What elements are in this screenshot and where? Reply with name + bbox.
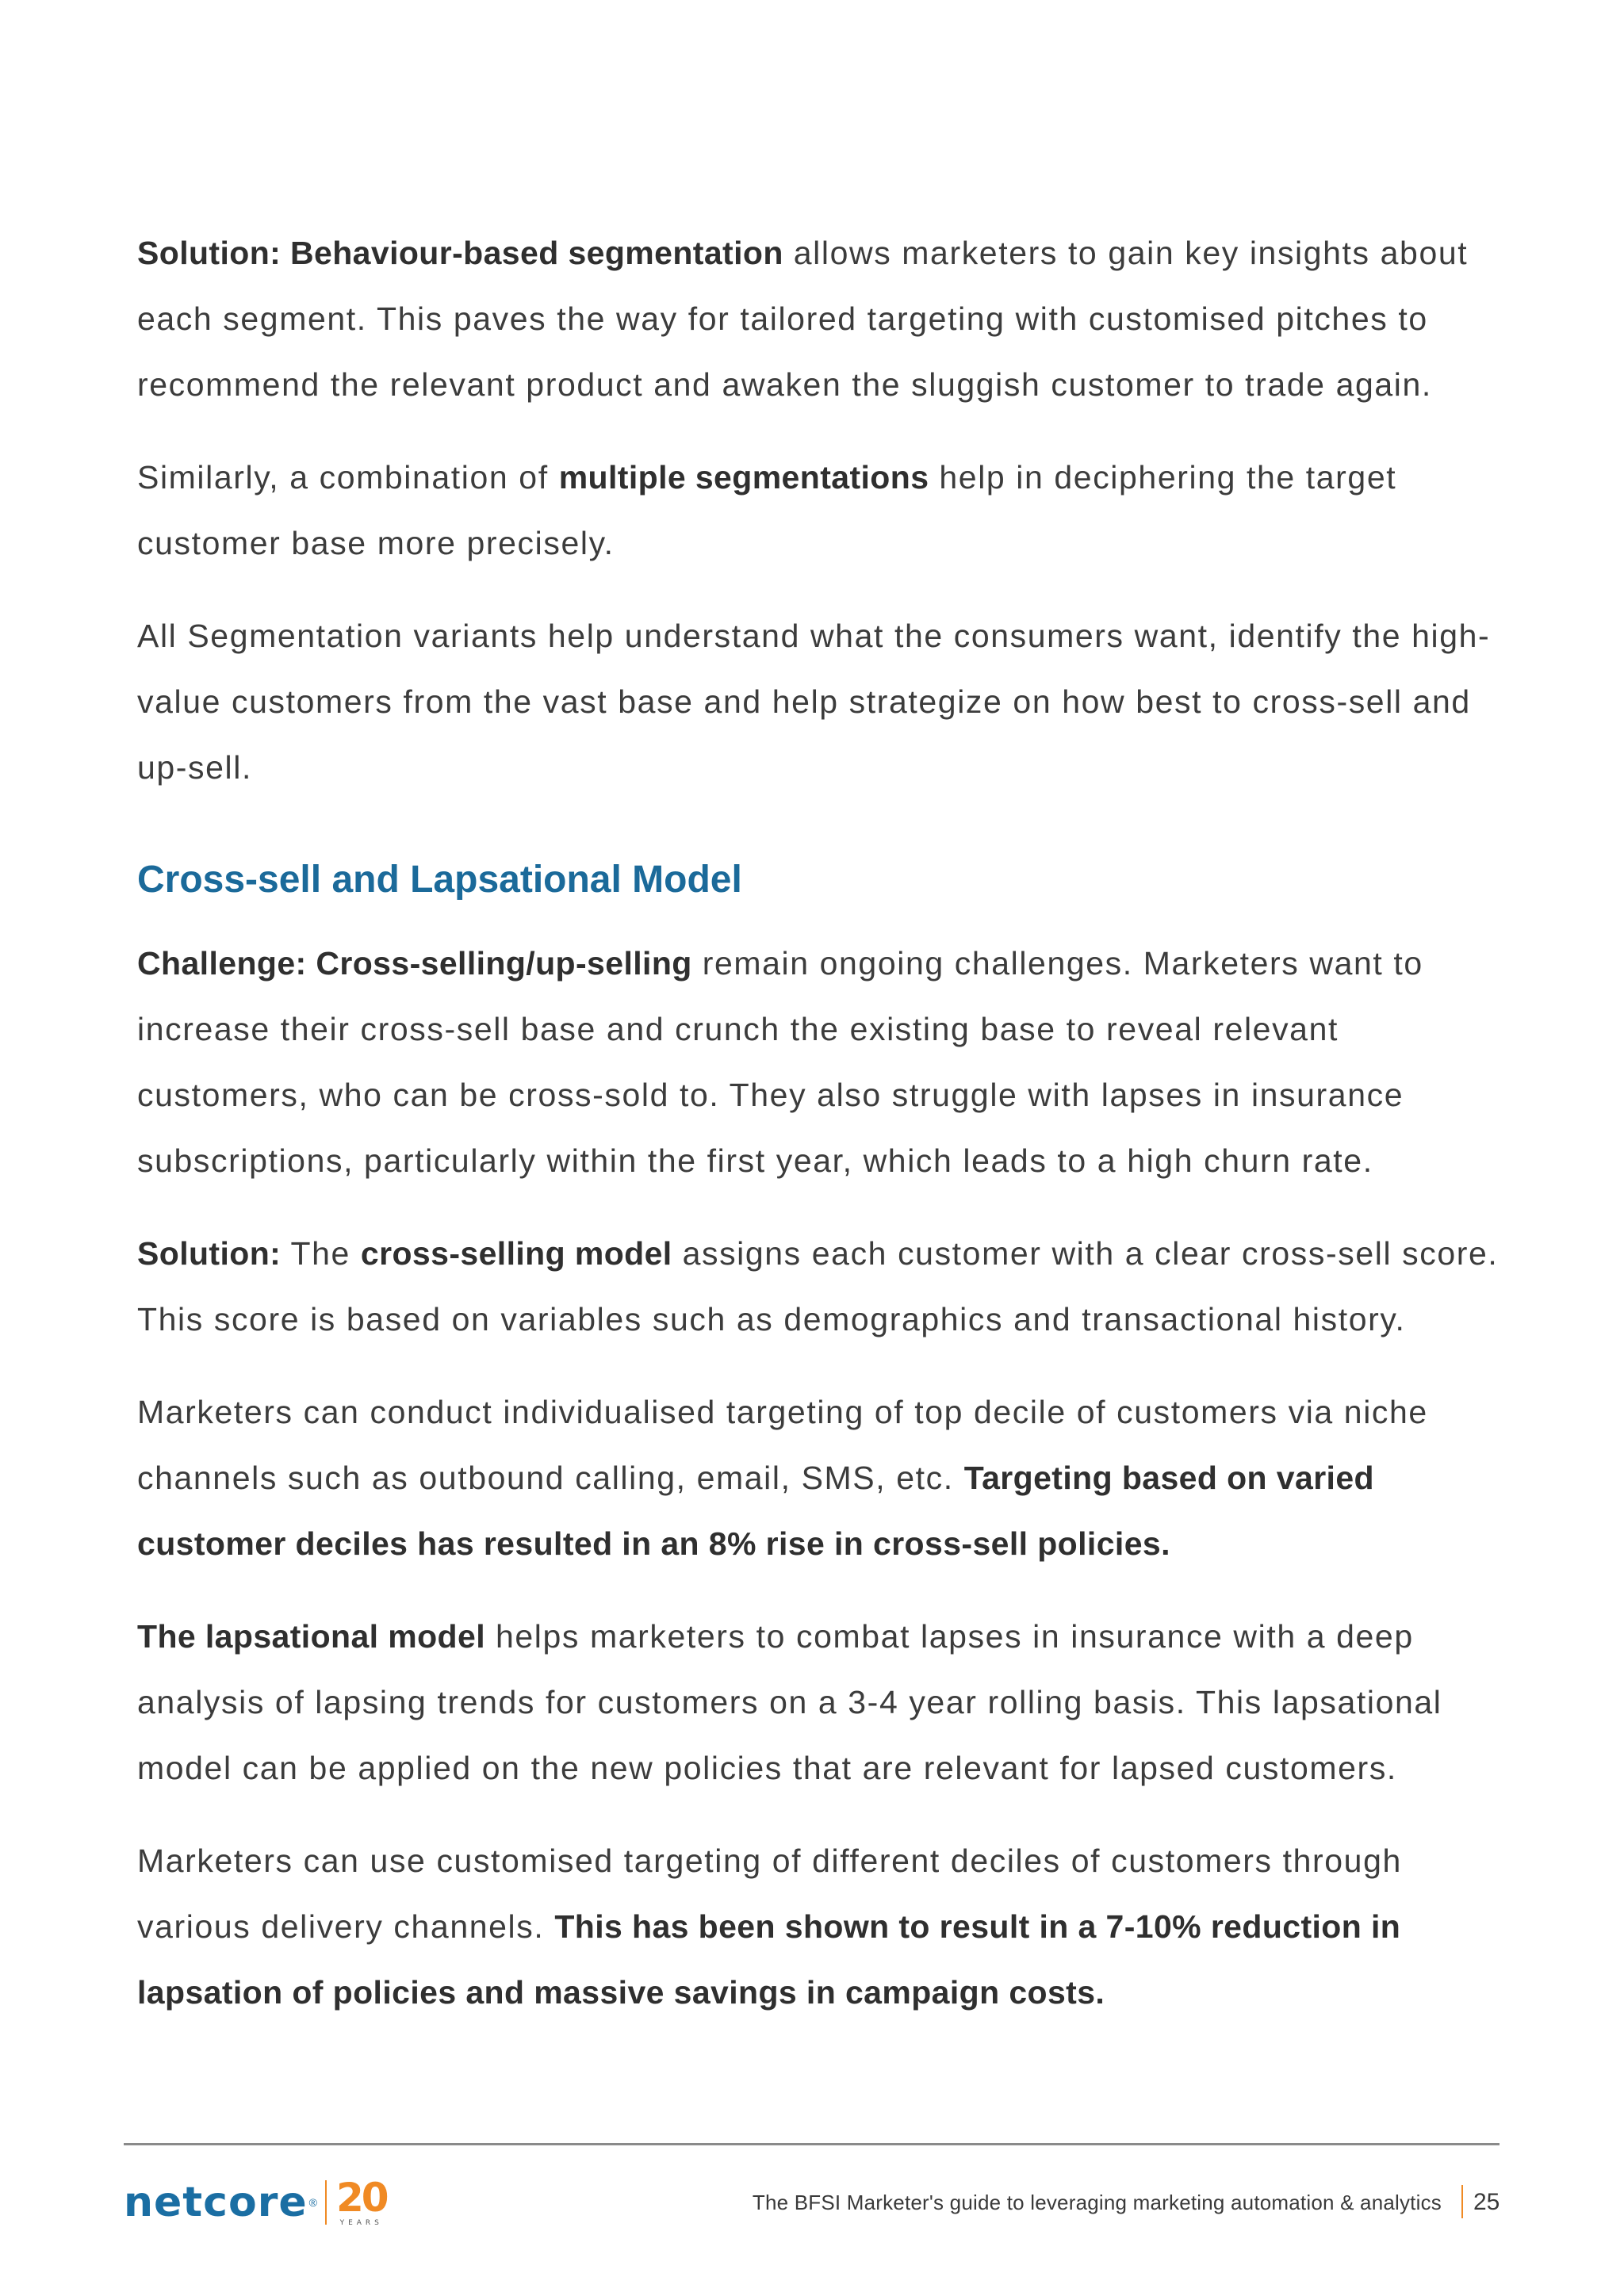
- page-number: 25: [1473, 2189, 1500, 2215]
- paragraph-text: remain ongoing challenges. Marketers want to increase their cross-sell base and crunch the existing base to reveal relevant customers, who can be cross-sold to. They also struggle with lapses in insurance subscriptions, particularly within the first year, which leads to a high churn rate.: [137, 945, 1423, 1179]
- paragraph-segmentation-variants: [137, 603, 1501, 801]
- netcore-logo: [124, 2171, 387, 2234]
- paragraph-text: allows marketers to gain key insights about each segment. This paves the way for tailored targeting with customised pitches to recommend the relevant product and awaken the sluggish customer to trade again.: [137, 235, 1469, 403]
- paragraph-lapsational-model: [137, 1604, 1501, 1801]
- logo-wordmark: netcore: [124, 2179, 308, 2226]
- paragraph-text: Similarly, a combination of: [137, 459, 559, 496]
- anniversary-number: 20: [335, 2175, 387, 2221]
- paragraph-text: help in deciphering the target customer base more precisely.: [137, 459, 1397, 561]
- paragraph-behaviour-segmentation: [137, 220, 1501, 418]
- bold-phrase: cross-selling model: [360, 1235, 672, 1272]
- paragraph-text: All Segmentation variants help understand what the consumers want, identify the high-value customers from the vast base and help strategize on how best to cross-sell and up-sell.: [137, 618, 1491, 786]
- paragraph-challenge: [137, 931, 1501, 1194]
- footer-divider: [124, 2143, 1500, 2145]
- registered-mark: ®: [308, 2196, 317, 2209]
- paragraph-text: Marketers can use customised targeting of different deciles of customers through various delivery channels.: [137, 1843, 1402, 1945]
- page-content: [137, 220, 1501, 2053]
- bold-lead: Challenge: Cross-selling/up-selling: [137, 945, 692, 982]
- paragraph-text: assigns each customer with a clear cross-sell score. This score is based on variables such as demographics and transactional history.: [137, 1235, 1499, 1337]
- bold-phrase: multiple segmentations: [558, 459, 929, 496]
- paragraph-multiple-segmentations: [137, 445, 1501, 576]
- paragraph-text: helps marketers to combat lapses in insurance with a deep analysis of lapsing trends for customers on a 3-4 year rolling basis. This lapsational model can be applied on the new policies that are relevant for lapsed customers.: [137, 1618, 1442, 1786]
- bold-lead: The lapsational model: [137, 1618, 485, 1655]
- bold-lead: Solution:: [137, 1235, 282, 1272]
- section-heading: Cross-sell and Lapsational Model: [137, 859, 742, 901]
- paragraph-text: The: [281, 1235, 361, 1272]
- anniversary-label: YEARS: [339, 2219, 383, 2227]
- bold-result: Targeting based on varied customer deciles has resulted in an 8% rise in cross-sell policies.: [137, 1460, 1374, 1562]
- paragraph-text: Marketers can conduct individualised targeting of top decile of customers via niche channels such as outbound calling, email, SMS, etc.: [137, 1394, 1428, 1496]
- logo-divider: [325, 2180, 327, 2225]
- paragraph-cross-selling-solution: [137, 1221, 1501, 1353]
- page-number-separator: [1461, 2185, 1463, 2218]
- guide-title: The BFSI Marketer's guide to leveraging marketing automation & analytics: [752, 2191, 1442, 2214]
- bold-result: This has been shown to result in a 7-10% reduction in lapsation of policies and massive savings in campaign costs.: [137, 1908, 1401, 2011]
- anniversary-badge: [335, 2175, 387, 2227]
- paragraph-customised-targeting: [137, 1828, 1501, 2026]
- bold-lead: Solution: Behaviour-based segmentation: [137, 235, 783, 271]
- paragraph-individualised-targeting: [137, 1380, 1501, 1577]
